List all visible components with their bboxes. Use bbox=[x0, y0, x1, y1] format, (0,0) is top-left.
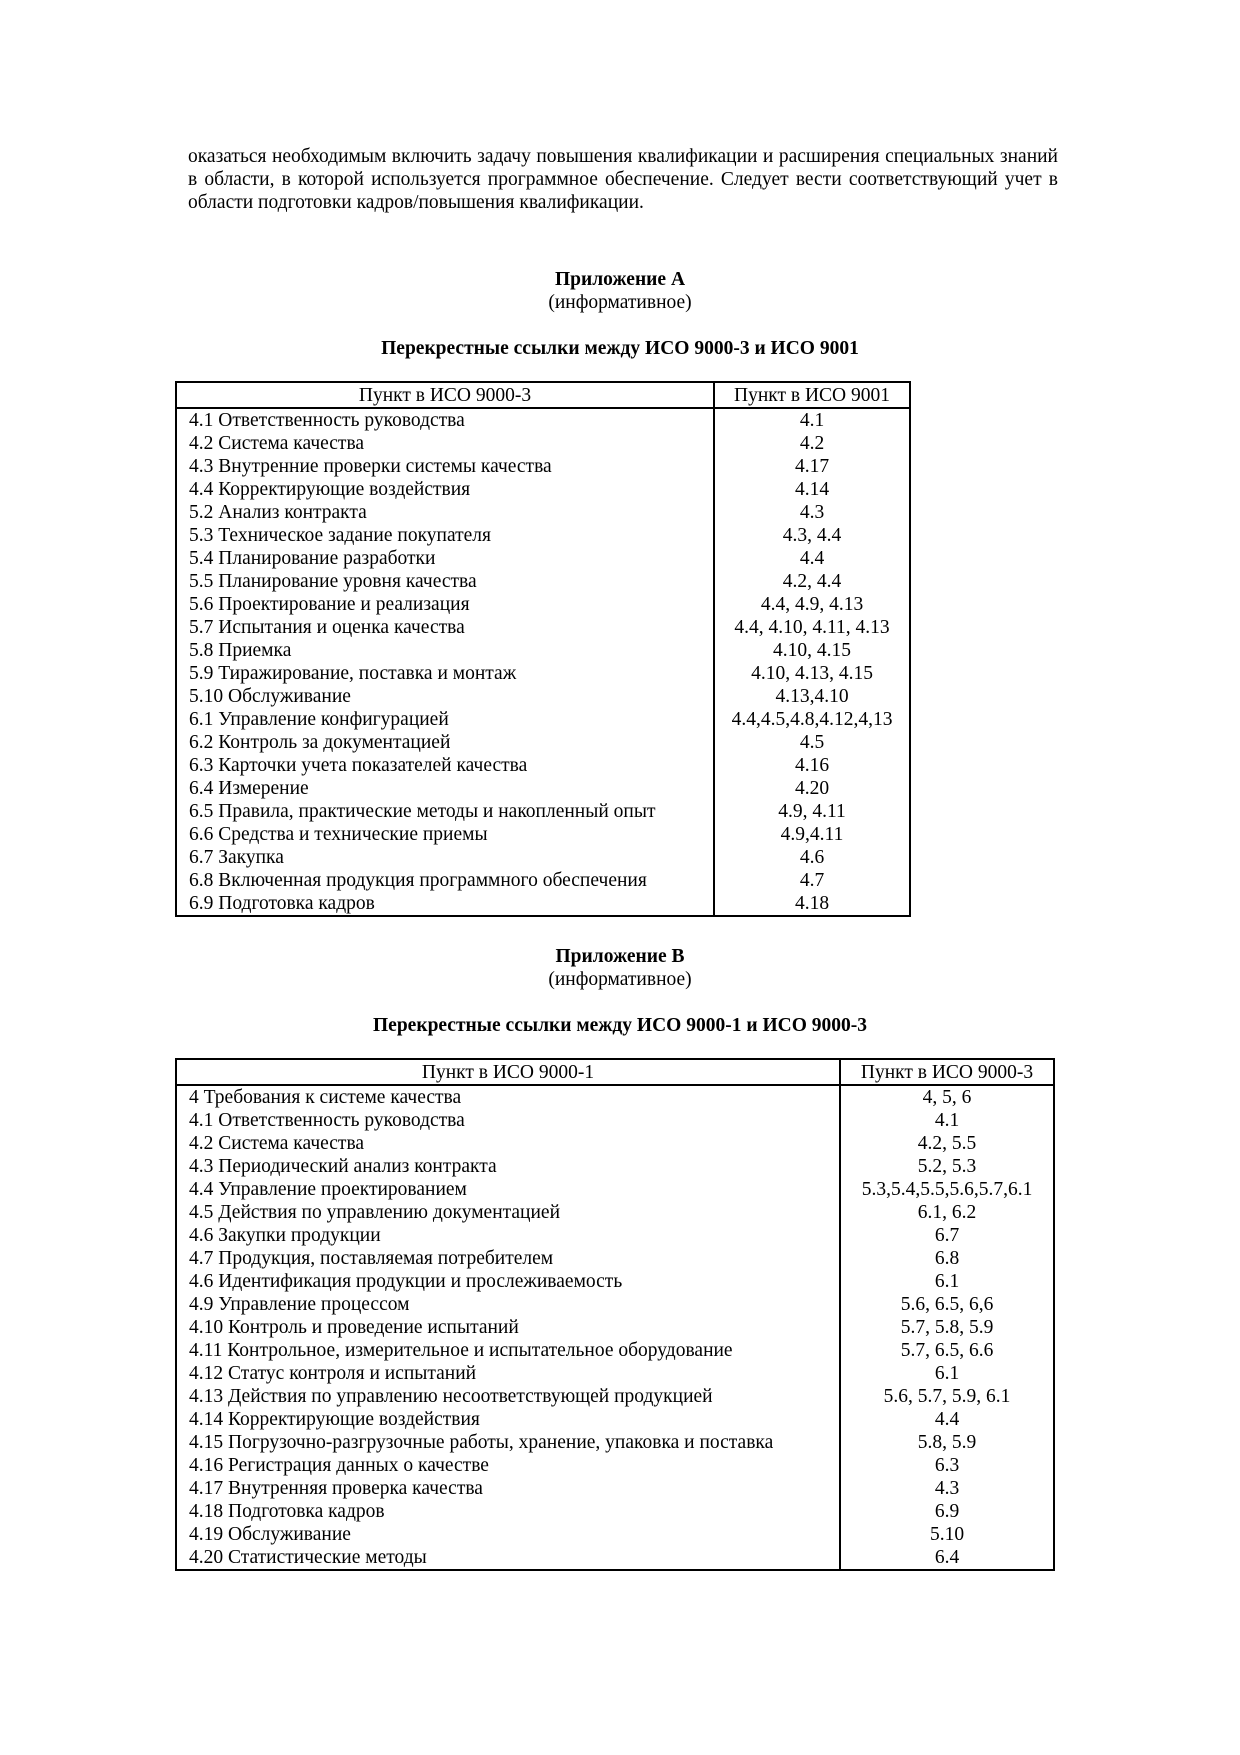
clause-cell: 4.2 Система качества bbox=[176, 432, 714, 455]
reference-cell: 4.6 bbox=[714, 846, 910, 869]
table-row bbox=[176, 524, 910, 547]
annex-b-table bbox=[175, 1058, 1055, 1571]
reference-cell: 4.20 bbox=[714, 777, 910, 800]
clause-cell: 4.9 Управление процессом bbox=[176, 1293, 840, 1316]
reference-cell: 4.14 bbox=[714, 478, 910, 501]
reference-cell: 6.4 bbox=[840, 1546, 1054, 1570]
clause-cell: 6.7 Закупка bbox=[176, 846, 714, 869]
table-row bbox=[176, 593, 910, 616]
reference-cell: 6.7 bbox=[840, 1224, 1054, 1247]
table-row bbox=[176, 1477, 1054, 1500]
clause-cell: 4.6 Закупки продукции bbox=[176, 1224, 840, 1247]
table-row bbox=[176, 1224, 1054, 1247]
table-row bbox=[176, 501, 910, 524]
reference-cell: 5.10 bbox=[840, 1523, 1054, 1546]
reference-cell: 4.10, 4.13, 4.15 bbox=[714, 662, 910, 685]
clause-cell: 4.17 Внутренняя проверка качества bbox=[176, 1477, 840, 1500]
table-row bbox=[176, 1316, 1054, 1339]
reference-cell: 5.7, 5.8, 5.9 bbox=[840, 1316, 1054, 1339]
reference-cell: 4.1 bbox=[840, 1109, 1054, 1132]
table-row bbox=[176, 547, 910, 570]
table-row bbox=[176, 685, 910, 708]
clause-cell: 5.4 Планирование разработки bbox=[176, 547, 714, 570]
reference-cell: 6.1, 6.2 bbox=[840, 1201, 1054, 1224]
table-row bbox=[176, 616, 910, 639]
clause-cell: 6.8 Включенная продукция программного обеспечения bbox=[176, 869, 714, 892]
clause-cell: 5.3 Техническое задание покупателя bbox=[176, 524, 714, 547]
intro-paragraph: оказаться необходимым включить задачу повышения квалификации и расширения специальных знаний в области, в которой используется программное обеспечение. Следует вести соответствующий учет в области подготовки кадров/повышения квалификации. bbox=[188, 146, 1058, 213]
table-row bbox=[176, 1270, 1054, 1293]
clause-cell: 4.5 Действия по управлению документацией bbox=[176, 1201, 840, 1224]
table-row bbox=[176, 1339, 1054, 1362]
column-header: Пункт в ИСО 9001 bbox=[714, 382, 910, 408]
annex-b-subtitle: (информативное) bbox=[548, 969, 692, 990]
table-row bbox=[176, 455, 910, 478]
reference-cell: 4.4 bbox=[714, 547, 910, 570]
clause-cell: 5.7 Испытания и оценка качества bbox=[176, 616, 714, 639]
clause-cell: 4.6 Идентификация продукции и прослеживаемость bbox=[176, 1270, 840, 1293]
column-header: Пункт в ИСО 9000-3 bbox=[840, 1059, 1054, 1085]
reference-cell: 4.10, 4.15 bbox=[714, 639, 910, 662]
table-row bbox=[176, 754, 910, 777]
table-row bbox=[176, 1293, 1054, 1316]
table-row bbox=[176, 1247, 1054, 1270]
clause-cell: 5.2 Анализ контракта bbox=[176, 501, 714, 524]
clause-cell: 5.10 Обслуживание bbox=[176, 685, 714, 708]
table-row bbox=[176, 1546, 1054, 1570]
annex-a-title: Приложение А bbox=[554, 269, 686, 290]
reference-cell: 4.13,4.10 bbox=[714, 685, 910, 708]
table-row bbox=[176, 1362, 1054, 1385]
column-header: Пункт в ИСО 9000-3 bbox=[176, 382, 714, 408]
reference-cell: 4.5 bbox=[714, 731, 910, 754]
reference-cell: 6.8 bbox=[840, 1247, 1054, 1270]
reference-cell: 4.3 bbox=[840, 1477, 1054, 1500]
annex-a-table-body bbox=[176, 408, 910, 916]
table-header-row bbox=[176, 1059, 1054, 1085]
reference-cell: 4.2 bbox=[714, 432, 910, 455]
table-row bbox=[176, 869, 910, 892]
annex-b-table-title: Перекрестные ссылки между ИСО 9000-1 и ИСО 9000-3 bbox=[373, 1015, 867, 1036]
reference-cell: 4.2, 4.4 bbox=[714, 570, 910, 593]
clause-cell: 4.7 Продукция, поставляемая потребителем bbox=[176, 1247, 840, 1270]
clause-cell: 4 Требования к системе качества bbox=[176, 1085, 840, 1109]
clause-cell: 4.10 Контроль и проведение испытаний bbox=[176, 1316, 840, 1339]
reference-cell: 4.4, 4.10, 4.11, 4.13 bbox=[714, 616, 910, 639]
table-row bbox=[176, 662, 910, 685]
clause-cell: 4.2 Система качества bbox=[176, 1132, 840, 1155]
reference-cell: 4.2, 5.5 bbox=[840, 1132, 1054, 1155]
clause-cell: 4.4 Корректирующие воздействия bbox=[176, 478, 714, 501]
table-row bbox=[176, 1500, 1054, 1523]
table-row bbox=[176, 1201, 1054, 1224]
table-row bbox=[176, 731, 910, 754]
table-row bbox=[176, 800, 910, 823]
reference-cell: 6.1 bbox=[840, 1270, 1054, 1293]
table-row bbox=[176, 478, 910, 501]
table-row bbox=[176, 432, 910, 455]
table-row bbox=[176, 823, 910, 846]
clause-cell: 4.16 Регистрация данных о качестве bbox=[176, 1454, 840, 1477]
reference-cell: 4.1 bbox=[714, 408, 910, 432]
clause-cell: 4.19 Обслуживание bbox=[176, 1523, 840, 1546]
reference-cell: 4.4, 4.9, 4.13 bbox=[714, 593, 910, 616]
table-row bbox=[176, 1178, 1054, 1201]
reference-cell: 6.1 bbox=[840, 1362, 1054, 1385]
table-row bbox=[176, 892, 910, 916]
reference-cell: 4.9, 4.11 bbox=[714, 800, 910, 823]
annex-a-table-title: Перекрестные ссылки между ИСО 9000-3 и ИСО 9001 bbox=[381, 338, 859, 359]
reference-cell: 4, 5, 6 bbox=[840, 1085, 1054, 1109]
clause-cell: 4.4 Управление проектированием bbox=[176, 1178, 840, 1201]
clause-cell: 5.9 Тиражирование, поставка и монтаж bbox=[176, 662, 714, 685]
reference-cell: 4.7 bbox=[714, 869, 910, 892]
table-row bbox=[176, 1408, 1054, 1431]
clause-cell: 5.6 Проектирование и реализация bbox=[176, 593, 714, 616]
table-row bbox=[176, 1454, 1054, 1477]
reference-cell: 4.4,4.5,4.8,4.12,4,13 bbox=[714, 708, 910, 731]
clause-cell: 4.18 Подготовка кадров bbox=[176, 1500, 840, 1523]
table-row bbox=[176, 408, 910, 432]
reference-cell: 5.3,5.4,5.5,5.6,5.7,6.1 bbox=[840, 1178, 1054, 1201]
table-row bbox=[176, 639, 910, 662]
table-row bbox=[176, 1155, 1054, 1178]
reference-cell: 5.6, 6.5, 6,6 bbox=[840, 1293, 1054, 1316]
table-row bbox=[176, 1523, 1054, 1546]
clause-cell: 4.13 Действия по управлению несоответствующей продукцией bbox=[176, 1385, 840, 1408]
table-row bbox=[176, 1385, 1054, 1408]
clause-cell: 6.1 Управление конфигурацией bbox=[176, 708, 714, 731]
clause-cell: 4.3 Периодический анализ контракта bbox=[176, 1155, 840, 1178]
clause-cell: 4.15 Погрузочно-разгрузочные работы, хранение, упаковка и поставка bbox=[176, 1431, 840, 1454]
reference-cell: 4.17 bbox=[714, 455, 910, 478]
reference-cell: 5.2, 5.3 bbox=[840, 1155, 1054, 1178]
clause-cell: 6.5 Правила, практические методы и накопленный опыт bbox=[176, 800, 714, 823]
annex-b-table-body bbox=[176, 1085, 1054, 1570]
clause-cell: 4.1 Ответственность руководства bbox=[176, 1109, 840, 1132]
reference-cell: 4.18 bbox=[714, 892, 910, 916]
annex-a-table bbox=[175, 381, 911, 917]
reference-cell: 4.4 bbox=[840, 1408, 1054, 1431]
reference-cell: 5.7, 6.5, 6.6 bbox=[840, 1339, 1054, 1362]
table-row bbox=[176, 777, 910, 800]
reference-cell: 4.3 bbox=[714, 501, 910, 524]
table-row bbox=[176, 1109, 1054, 1132]
table-header-row bbox=[176, 382, 910, 408]
annex-a-subtitle: (информативное) bbox=[548, 292, 692, 313]
clause-cell: 6.9 Подготовка кадров bbox=[176, 892, 714, 916]
clause-cell: 6.6 Средства и технические приемы bbox=[176, 823, 714, 846]
table-row bbox=[176, 708, 910, 731]
clause-cell: 6.3 Карточки учета показателей качества bbox=[176, 754, 714, 777]
table-row bbox=[176, 846, 910, 869]
reference-cell: 6.9 bbox=[840, 1500, 1054, 1523]
clause-cell: 4.11 Контрольное, измерительное и испытательное оборудование bbox=[176, 1339, 840, 1362]
clause-cell: 4.3 Внутренние проверки системы качества bbox=[176, 455, 714, 478]
reference-cell: 4.9,4.11 bbox=[714, 823, 910, 846]
annex-b-title: Приложение В bbox=[555, 946, 685, 967]
column-header: Пункт в ИСО 9000-1 bbox=[176, 1059, 840, 1085]
clause-cell: 5.8 Приемка bbox=[176, 639, 714, 662]
clause-cell: 6.4 Измерение bbox=[176, 777, 714, 800]
clause-cell: 6.2 Контроль за документацией bbox=[176, 731, 714, 754]
clause-cell: 4.14 Корректирующие воздействия bbox=[176, 1408, 840, 1431]
reference-cell: 4.16 bbox=[714, 754, 910, 777]
clause-cell: 4.20 Статистические методы bbox=[176, 1546, 840, 1570]
clause-cell: 5.5 Планирование уровня качества bbox=[176, 570, 714, 593]
table-row bbox=[176, 1132, 1054, 1155]
table-row bbox=[176, 1431, 1054, 1454]
reference-cell: 4.3, 4.4 bbox=[714, 524, 910, 547]
reference-cell: 5.8, 5.9 bbox=[840, 1431, 1054, 1454]
table-row bbox=[176, 570, 910, 593]
table-row bbox=[176, 1085, 1054, 1109]
reference-cell: 5.6, 5.7, 5.9, 6.1 bbox=[840, 1385, 1054, 1408]
clause-cell: 4.12 Статус контроля и испытаний bbox=[176, 1362, 840, 1385]
reference-cell: 6.3 bbox=[840, 1454, 1054, 1477]
clause-cell: 4.1 Ответственность руководства bbox=[176, 408, 714, 432]
